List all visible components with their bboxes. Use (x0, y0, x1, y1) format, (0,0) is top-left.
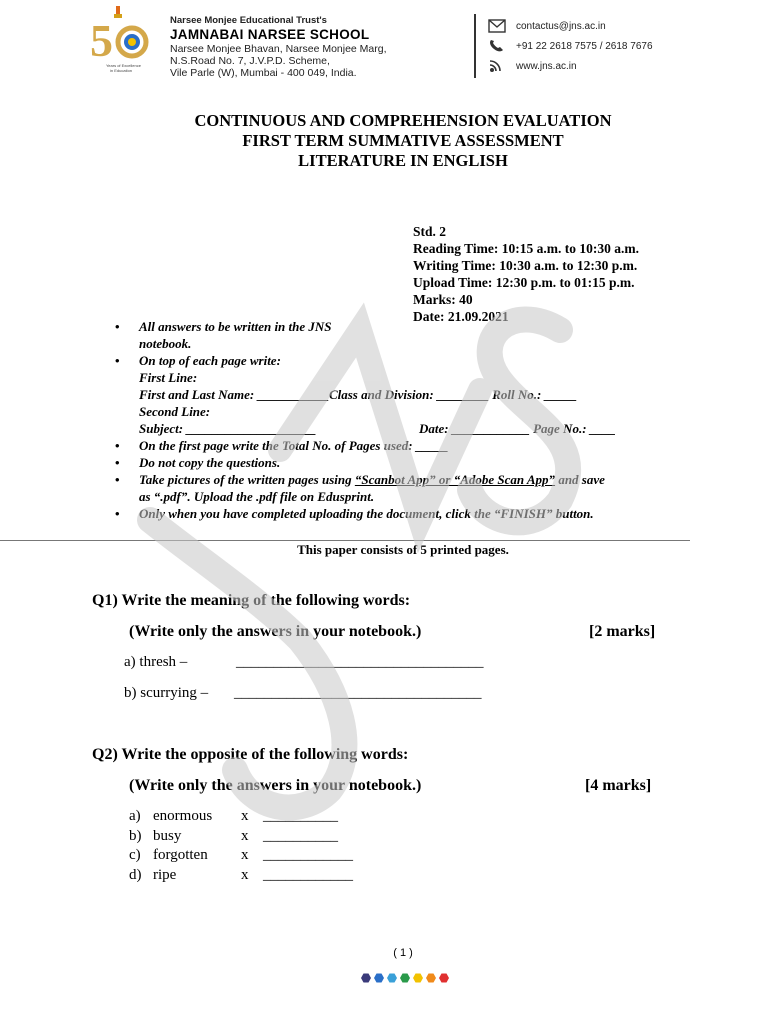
footer-dot (400, 973, 410, 983)
page-number: ( 1 ) (393, 947, 413, 959)
footer-dot (439, 973, 449, 983)
instruction-item: • On the first page write the Total No. of Pages used: _____ (113, 437, 713, 454)
answer-blank: __________ (263, 808, 338, 824)
writing-time: Writing Time: 10:30 a.m. to 12:30 p.m. (413, 258, 638, 273)
email-text: contactus@jns.ac.in (516, 20, 606, 32)
address-line: Narsee Monjee Bhavan, Narsee Monjee Marg, (170, 43, 387, 55)
exam-date: Date: 21.09.2021 (413, 309, 509, 324)
footer-dot (387, 973, 397, 983)
instruction-item: • Take pictures of the written pages using “Scanbot App” or “Adobe Scan App” and save as “.pdf”. Upload the .pdf file on Edusprint. (113, 471, 713, 505)
q1-instruction: (Write only the answers in your notebook.) (129, 623, 422, 640)
answer-blank: ____________ (263, 847, 353, 863)
exam-info (413, 223, 639, 325)
q2-heading: Q2) Write the opposite of the following words: (92, 746, 409, 763)
address-line: Vile Parle (W), Mumbai - 400 049, India. (170, 67, 357, 79)
phone-text: +91 22 2618 7575 / 2618 7676 (516, 40, 653, 52)
phone-icon (488, 39, 506, 53)
q1-item-label: b) scurrying – (124, 685, 209, 701)
logo-caption: Years of Excellence (106, 63, 141, 68)
school-logo (88, 6, 160, 74)
title-line-3: LITERATURE IN ENGLISH (298, 151, 508, 170)
q1-marks: [2 marks] (589, 623, 656, 640)
instruction-item: • Do not copy the questions. (113, 454, 713, 471)
contact-phone (488, 39, 653, 53)
contact-email (488, 19, 606, 33)
footer-dots (361, 973, 449, 983)
website-text: www.jns.ac.in (516, 60, 577, 72)
q2-item: c) forgotten x ____________ (129, 847, 353, 863)
title-line-2: FIRST TERM SUMMATIVE ASSESSMENT (242, 131, 564, 150)
trust-name: Narsee Monjee Educational Trust's (170, 15, 327, 26)
q2-item: a) enormous x __________ (129, 808, 338, 824)
header-divider (474, 14, 476, 78)
instruction-item: • Only when you have completed uploading the document, click the “FINISH” button. (113, 505, 713, 522)
q2-marks: [4 marks] (585, 777, 652, 794)
footer-dot (426, 973, 436, 983)
school-address (170, 43, 387, 79)
address-line: N.S.Road No. 7, J.V.P.D. Scheme, (170, 55, 330, 67)
upload-time: Upload Time: 12:30 p.m. to 01:15 p.m. (413, 275, 635, 290)
q2-item: d) ripe x ____________ (129, 867, 353, 883)
q1-heading: Q1) Write the meaning of the following words: (92, 592, 411, 609)
answer-blank: _________________________________ (236, 654, 484, 670)
section-divider (0, 540, 690, 541)
footer-dot (413, 973, 423, 983)
answer-blank: __________ (263, 828, 338, 844)
answer-blank: ____________ (263, 867, 353, 883)
contact-website (488, 59, 577, 73)
reading-time: Reading Time: 10:15 a.m. to 10:30 a.m. (413, 241, 639, 256)
std-label: Std. 2 (413, 224, 447, 239)
pages-note: This paper consists of 5 printed pages. (297, 542, 509, 557)
footer-dot (374, 973, 384, 983)
school-name: JAMNABAI NARSEE SCHOOL (170, 27, 370, 42)
instruction-item: • All answers to be written in the JNS notebook. (113, 318, 713, 352)
q2-item: b) busy x __________ (129, 828, 338, 844)
instruction-item: • On top of each page write: First Line: First and Last Name: ___________Class and Division: ________ Roll No.: _____ Second Line: Subject: ____________________ Date: ____________ Page No.: ____ (113, 352, 713, 437)
footer-dot (361, 973, 371, 983)
q2-instruction: (Write only the answers in your notebook.) (129, 777, 422, 794)
rss-icon (488, 59, 506, 73)
answer-blank: _________________________________ (234, 685, 482, 701)
total-marks: Marks: 40 (413, 292, 473, 307)
instructions-list (113, 318, 713, 522)
svg-text:in Education: in Education (110, 68, 133, 73)
scan-apps-text: “Scanbot App” or “Adobe Scan App” (354, 472, 556, 487)
svg-text:5: 5 (90, 15, 113, 66)
q1-item-label: a) thresh – (124, 654, 188, 670)
mail-icon (488, 19, 506, 33)
title-line-1: CONTINUOUS AND COMPREHENSION EVALUATION (194, 111, 612, 130)
